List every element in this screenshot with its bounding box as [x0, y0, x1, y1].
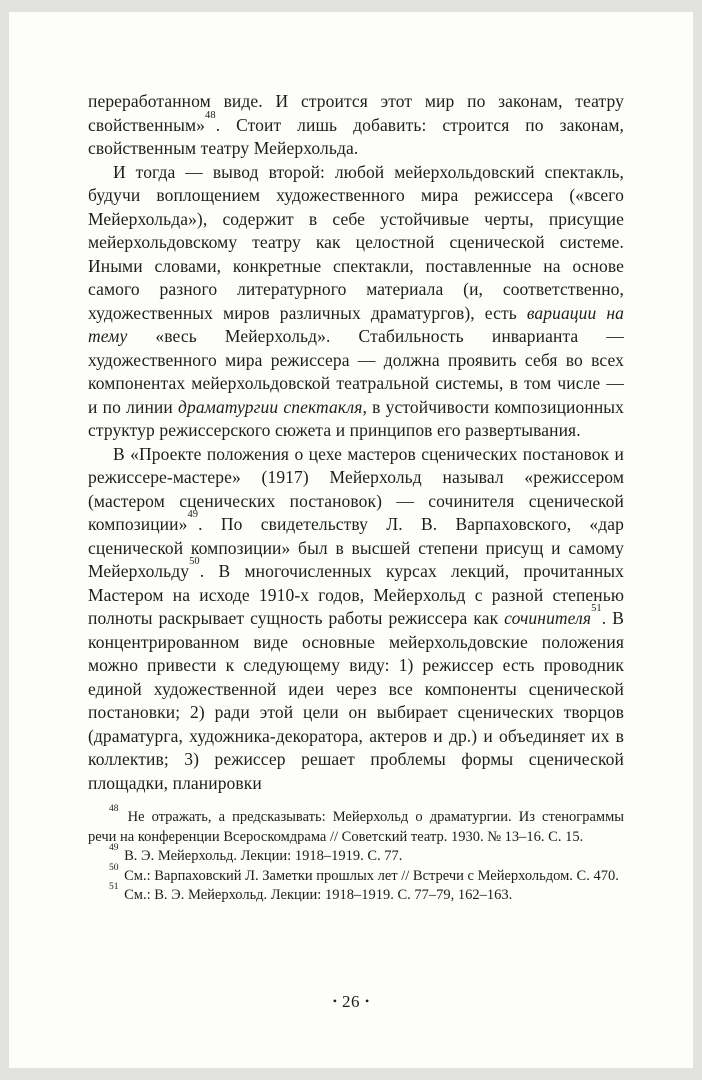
body-text: В «Проекте положения о цехе мастеров сценических постановок и режиссере-мастере» (1917) Мейерхольд называл «режиссером (мастером сценических постановок) — сочинителя сценической композиции»	[88, 443, 624, 534]
body-text: «весь Мейерхольд». Стабильность инварианта — художественного мира режиссера — должна проявить себя во всех компонентах мейерхольдовской театральной системы, в том числе — и по линии	[88, 326, 624, 417]
footnote-marker: 49	[109, 843, 119, 854]
body-text: И тогда — вывод второй: любой мейерхольдовский спектакль, будучи воплощением художественного мира режиссера («всего Мейерхольда»), содержит в себе устойчивые черты, присущие мейерхольдовскому театру как целостной сценической системе. Иными словами, конкретные спектакли, поставленные на основе самого разного литературного материала (и, соответственно, художественных миров различных драматургов), есть	[88, 161, 624, 323]
footnote-text: Не отражать, а предсказывать: Мейерхольд о драматургии. Из стенограммы речи на конференции Всероскомдрама // Советский театр. 1930. № 13–16. С. 15.	[88, 809, 624, 845]
footnote-text: В. Э. Мейерхольд. Лекции: 1918–1919. С. 77.	[120, 848, 403, 864]
footnote-text: См.: Варпаховский Л. Заметки прошлых лет // Встречи с Мейерхольдом. С. 470.	[120, 867, 619, 884]
emphasized-text: вариации на тему	[88, 302, 624, 346]
main-text	[88, 90, 624, 795]
emphasized-text: драматургии спектакля	[178, 396, 363, 417]
paragraph	[88, 90, 624, 161]
emphasized-text: сочинителя	[504, 608, 592, 628]
body-text: . По свидетельству Л. В. Варпаховского, «дар сценической композиции» был в высшей степени присущ и самому Мейерхольду	[88, 514, 624, 581]
book-page	[9, 12, 693, 1068]
footnote-reference: 50	[189, 556, 200, 568]
page-number-bullet-left: •	[332, 994, 337, 1008]
body-text: . Стоит лишь добавить: строится по законам, свойственным театру Мейерхольда.	[88, 114, 624, 158]
text-area	[88, 90, 624, 906]
page-number	[9, 992, 693, 1012]
footnote-reference: 51	[591, 603, 602, 615]
paragraph	[88, 161, 624, 443]
footnote-marker: 48	[109, 804, 119, 815]
body-text: , в устойчивости композиционных структур режиссерского сюжета и принципов его развертывания.	[88, 396, 624, 440]
footnote	[88, 862, 624, 887]
footnote-marker: 50	[109, 862, 119, 873]
footnotes	[88, 804, 624, 906]
footnote-reference: 48	[204, 109, 216, 121]
footnote	[88, 843, 624, 867]
page-number-bullet-right: •	[365, 994, 370, 1008]
footnote-text: См.: В. Э. Мейерхольд. Лекции: 1918–1919. С. 77–79, 162–163.	[120, 887, 513, 903]
paragraph	[88, 443, 624, 796]
body-text: переработанном виде. И строится этот мир по законам, театру свойственным»	[88, 91, 624, 135]
footnote-marker: 51	[109, 882, 119, 893]
body-text: . В многочисленных курсах лекций, прочитанных Мастером на исходе 1910-х годов, Мейерхольд с разной степенью полноты раскрывает сущность работы режиссера как	[88, 561, 624, 628]
body-text: . В концентрированном виде основные мейерхольдовские положения можно привести к следующему виду: 1) режиссер есть проводник единой художественной идеи через все компоненты сценической постановки; 2) ради этой цели он выбирает сценических творцов (драматурга, художника-декоратора, актеров и др.) и объединяет их в коллектив; 3) режиссер решает проблемы формы сценической площадки, планировки	[88, 608, 624, 793]
footnote	[88, 882, 624, 906]
page-number-value: 26	[342, 992, 360, 1011]
footnote	[88, 804, 624, 847]
footnote-reference: 49	[187, 509, 199, 521]
